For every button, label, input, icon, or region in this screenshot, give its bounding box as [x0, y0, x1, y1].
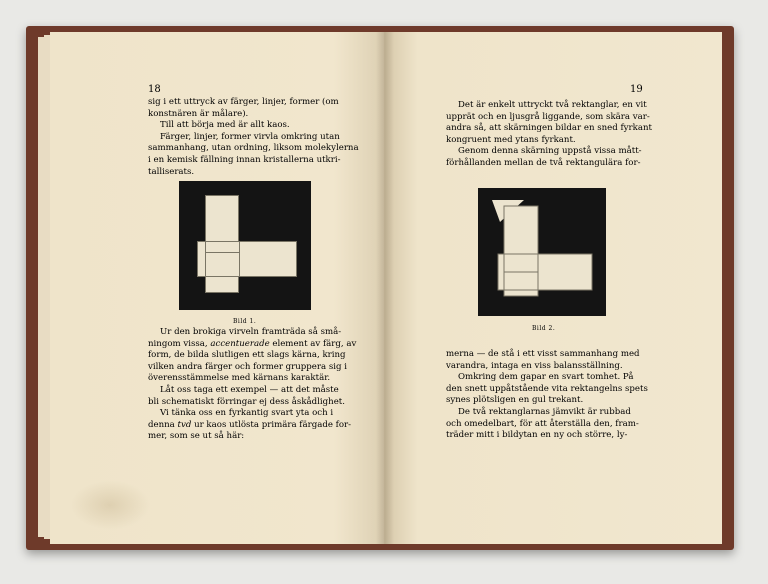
text-line: De två rektanglarnas jämvikt är rubbad — [458, 406, 631, 417]
rectangle-outline — [205, 252, 239, 253]
text-line: Omkring dem gapar en svart tomhet. På — [458, 372, 634, 383]
text-line: förhållanden mellan de två rektangulära for- — [446, 157, 641, 168]
left-page-number: 18 — [148, 84, 161, 95]
right-text-top — [446, 100, 652, 170]
rectangle-outline — [239, 241, 240, 277]
text-fragment: ningom vissa, — [148, 338, 208, 349]
text-fragment: element av färg, av — [272, 338, 357, 349]
text-line: sig i ett uttryck av färger, linjer, former (om — [148, 97, 339, 107]
text-line: bli schematiskt förringar ej dess åskådlighet. — [148, 396, 345, 407]
right-page-number: 19 — [630, 84, 643, 95]
text-fragment: denna — [148, 419, 175, 430]
text-line: Låt oss taga ett exempel — att det måste — [160, 384, 339, 395]
text-line: mer, som se ut så här: — [148, 431, 245, 442]
spine-shadow — [376, 32, 394, 544]
text-line: Vi tänka oss en fyrkantig svart yta och i — [160, 408, 334, 419]
figure-2-caption: Bild 2. — [532, 325, 556, 332]
text-line: talliserats. — [148, 166, 195, 177]
paper-stain — [70, 480, 150, 530]
text-line: Till att börja med är allt kaos. — [160, 120, 290, 131]
text-line: synes plötsligen en gul trekant. — [446, 395, 584, 406]
figure-1-caption: Bild 1. — [233, 318, 257, 325]
figure-2-shapes — [478, 188, 606, 316]
left-text-top — [148, 97, 370, 178]
text-line: överensstämmelse med kärnans karaktär. — [148, 373, 331, 384]
text-line: sammanhang, utan ordning, liksom molekylerna — [148, 143, 359, 154]
text-line: konstnären är målare). — [148, 108, 249, 119]
text-line: den snett uppåtstående vita rektangelns spets — [446, 383, 648, 394]
text-line: form, de bilda slutligen ett slags kärna, kring — [148, 350, 346, 361]
text-line: och omedelbart, för att återställa den, fram- — [446, 418, 639, 429]
text-line: upprät och en ljusgrå liggande, som skära var- — [446, 111, 650, 122]
text-line: Det är enkelt uttryckt två rektanglar, en vit — [458, 100, 647, 110]
text-line: i en kemisk fällning innan kristallerna utkri- — [148, 154, 341, 165]
grey-rectangle — [197, 241, 297, 277]
text-line: andra så, att skärningen bildar en sned fyrkant — [446, 123, 652, 134]
left-text-bottom — [148, 327, 370, 443]
text-line: merna — de stå i ett visst sammanhang med — [446, 349, 640, 359]
rectangle-outline — [205, 241, 206, 277]
text-line: Färger, linjer, former virvla omkring utan — [160, 131, 340, 142]
text-fragment: tvd — [177, 419, 192, 430]
text-line: kongruent med ytans fyrkant. — [446, 134, 576, 145]
figure-2 — [478, 188, 606, 316]
text-line: Genom denna skärning uppstå vissa mått- — [458, 146, 642, 157]
text-fragment: accentuerade — [210, 338, 270, 349]
right-text-bottom — [446, 349, 648, 442]
text-line: Ur den brokiga virveln framträda så små- — [160, 327, 342, 337]
text-line: varandra, intaga en viss balansställning. — [446, 360, 623, 371]
figure-1 — [179, 181, 311, 310]
text-line: vilken andra färger och former gruppera sig i — [148, 361, 347, 372]
text-fragment: ur kaos utlösta primära färgade for- — [194, 419, 352, 430]
text-line: träder mitt i bildytan en ny och större, ly- — [446, 430, 628, 441]
